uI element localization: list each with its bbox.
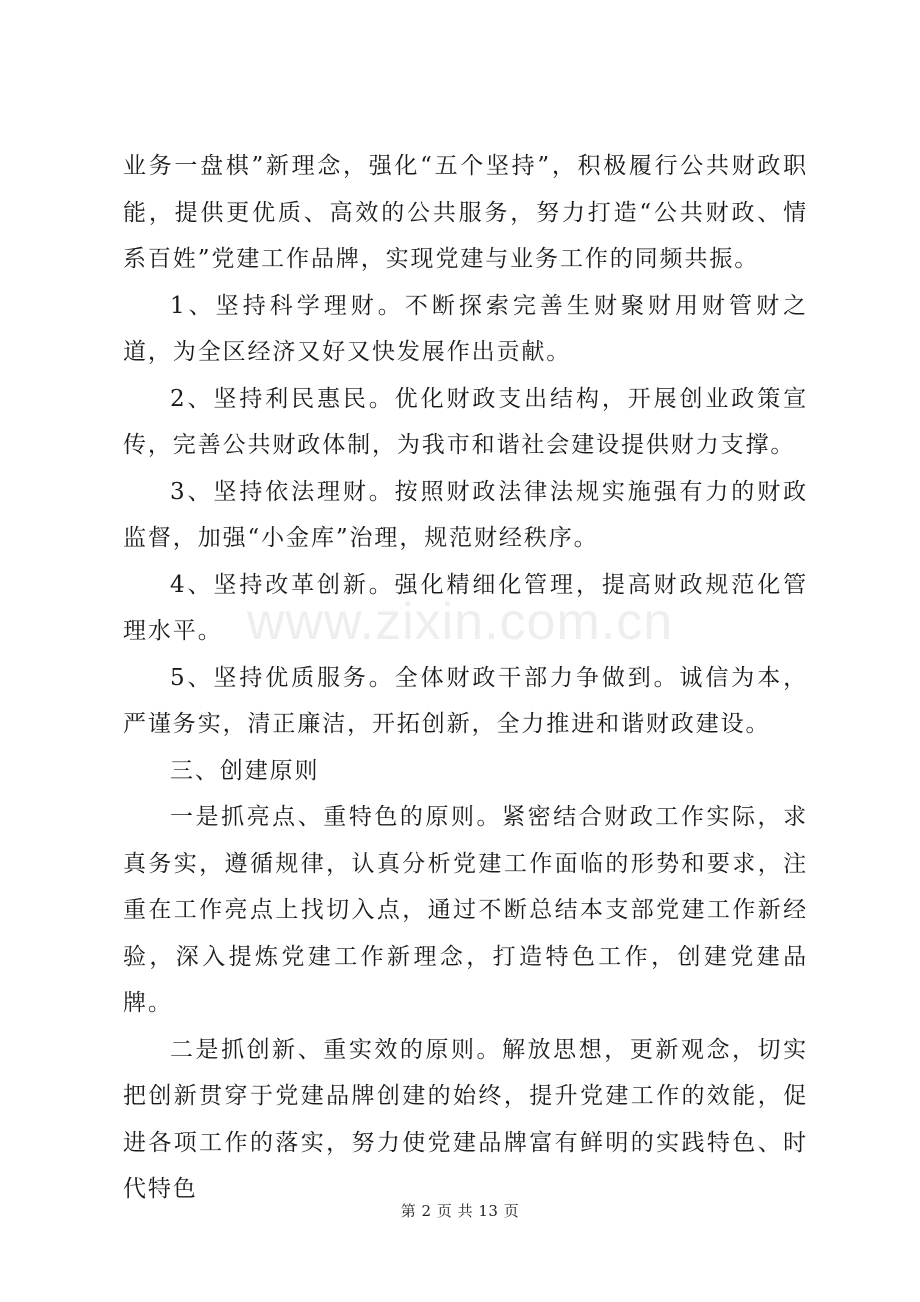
section-heading: 三、创建原则 [170,757,320,784]
paragraph-item-4: 4、坚持改革创新。强化精细化管理，提高财政规范化管理水平。 [123,571,808,644]
paragraph-continuation: 业务一盘棋”新理念，强化“五个坚持”，积极履行公共财政职能，提供更优质、高效的公共服务，努力打造“公共财政、情系百姓”党建工作品牌，实现党建与业务工作的同频共振。 [123,153,808,272]
paragraph-principle-1: 一是抓亮点、重特色的原则。紧密结合财政工作实际，求真务实，遵循规律，认真分析党建工作面临的形势和要求，注重在工作亮点上找切入点，通过不断总结本支部党建工作新经验，深入提炼党建工作新理念，打造特色工作，创建党建品牌。 [123,804,808,1016]
page-footer: 第 2 页 共 13 页 [400,1202,520,1220]
paragraph-item-2: 2、坚持利民惠民。优化财政支出结构，开展创业政策宣传，完善公共财政体制，为我市和谐社会建设提供财力支撑。 [123,385,808,458]
paragraph-item-1: 1、坚持科学理财。不断探索完善生财聚财用财管财之道，为全区经济又好又快发展作出贡献。 [123,292,808,365]
paragraph-item-3: 3、坚持依法理财。按照财政法律法规实施强有力的财政监督，加强“小金库”治理，规范财经秩序。 [123,478,808,551]
paragraph-item-5: 5、坚持优质服务。全体财政干部力争做到。诚信为本，严谨务实，清正廉洁，开拓创新，全力推进和谐财政建设。 [123,664,808,737]
watermark: www.zixin.com.cn [246,593,674,651]
document-body [123,143,808,1213]
paragraph-principle-2: 二是抓创新、重实效的原则。解放思想，更新观念，切实把创新贯穿于党建品牌创建的始终，提升党建工作的效能，促进各项工作的落实，努力使党建品牌富有鲜明的实践特色、时代特色 [123,1036,808,1202]
